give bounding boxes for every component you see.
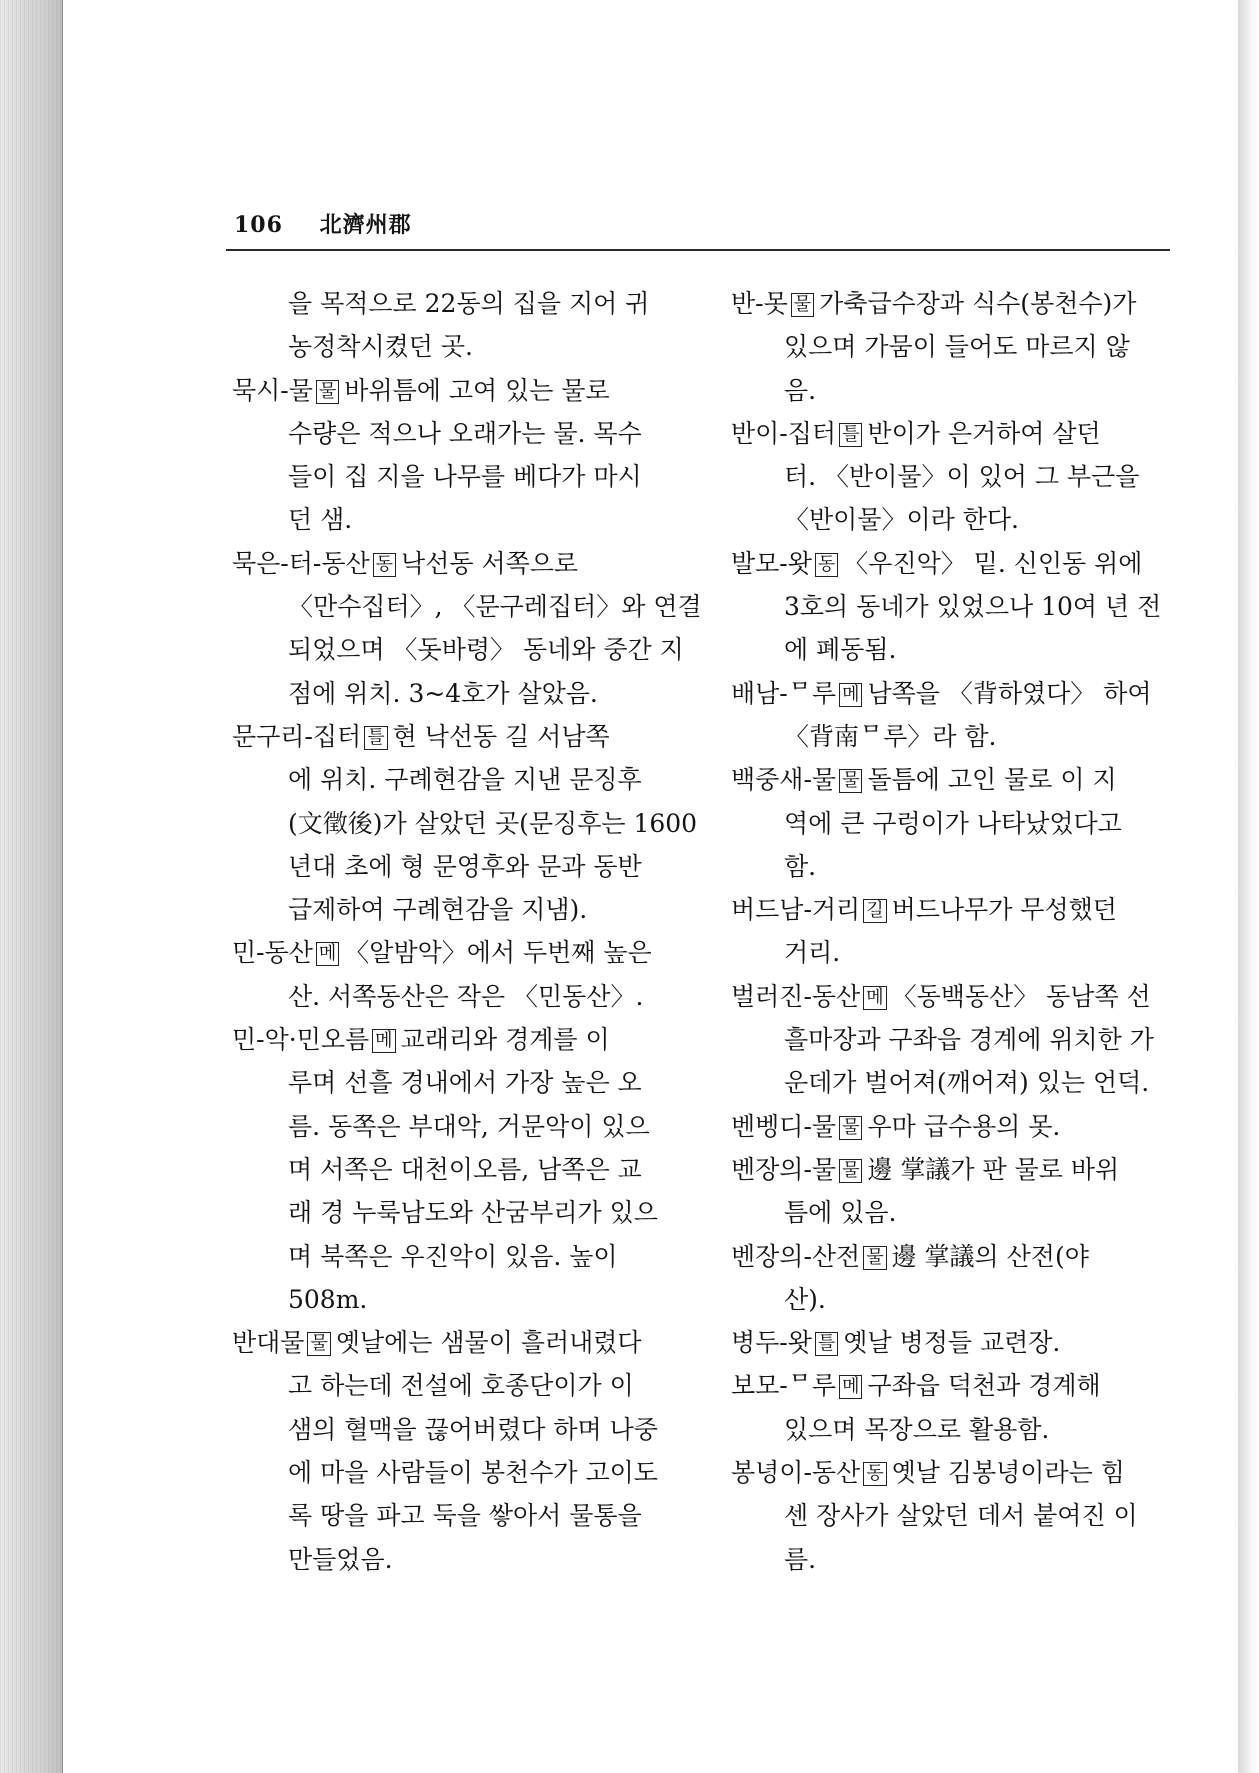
entry-continuation-line bbox=[731, 369, 1171, 412]
category-mark: 물 bbox=[863, 1246, 886, 1270]
entry-text: (文徵後)가 살았던 곳(문징후는 1600 bbox=[288, 808, 698, 838]
entry-text: 래 경 누룩남도와 산굼부리가 있으 bbox=[288, 1198, 658, 1228]
book-page-edge-lines bbox=[0, 0, 62, 1773]
category-mark: 메 bbox=[372, 1029, 395, 1053]
entry-text: 되었으며 〈돗바령〉 동네와 중간 지 bbox=[288, 635, 684, 665]
entry-continuation-line bbox=[232, 758, 682, 801]
entry-text: 邊 掌議가 판 물로 바위 bbox=[867, 1154, 1120, 1184]
entry-text: 〈알밤악〉에서 두번째 높은 bbox=[344, 938, 652, 968]
entry-text: 〈반이물〉이라 한다. bbox=[784, 505, 1019, 535]
entry-continuation-line bbox=[731, 715, 1171, 758]
entry-continuation-line bbox=[232, 498, 682, 541]
entry-continuation-line bbox=[232, 455, 682, 498]
entry-text: 던 샘. bbox=[288, 505, 353, 535]
entry-term: 반대물 bbox=[232, 1328, 305, 1358]
entry-continuation-line bbox=[232, 802, 698, 845]
category-mark: 메 bbox=[839, 1375, 862, 1399]
entry-text: 음. bbox=[784, 375, 817, 405]
entry-text: 급제하여 구례현감을 지냄). bbox=[288, 895, 588, 925]
entry-term: 백중새-물 bbox=[731, 765, 837, 795]
page-shadow bbox=[1238, 0, 1259, 1773]
entry-continuation-line bbox=[232, 1408, 682, 1451]
right-column bbox=[731, 282, 1171, 1581]
entry-line bbox=[731, 282, 1171, 325]
entry-term: 묵시-물 bbox=[232, 375, 313, 405]
entry-text: 우마 급수용의 못. bbox=[867, 1111, 1061, 1141]
entry-term: 발모-왓 bbox=[731, 548, 812, 578]
entry-term: 벤장의-물 bbox=[731, 1154, 837, 1184]
entry-term: 반-못 bbox=[731, 289, 788, 318]
entry-continuation-line bbox=[232, 975, 682, 1018]
entry-continuation-line bbox=[232, 628, 682, 671]
category-mark: 동 bbox=[815, 553, 838, 577]
entry-text: 3호의 동네가 있었으나 10여 년 전 bbox=[784, 592, 1162, 622]
category-mark: 메 bbox=[839, 683, 862, 707]
entry-continuation-line bbox=[731, 455, 1171, 498]
entry-continuation-line bbox=[232, 1191, 682, 1234]
entry-term: 벤장의-산전 bbox=[731, 1241, 861, 1271]
entry-continuation-line bbox=[731, 1538, 1171, 1581]
entry-line bbox=[731, 758, 1171, 801]
entry-text: 邊 掌議의 산전(야 bbox=[891, 1241, 1089, 1271]
entry-text: 옛날 김봉녕이라는 힘 bbox=[891, 1458, 1125, 1488]
entry-continuation-line bbox=[232, 1494, 682, 1537]
entry-line bbox=[731, 1364, 1171, 1407]
entry-continuation-line bbox=[232, 1105, 682, 1148]
entry-text: 〈만수집터〉, 〈문구레집터〉와 연결 bbox=[288, 592, 702, 622]
entry-line bbox=[731, 412, 1171, 455]
entry-text: 바위틈에 고여 있는 물로 bbox=[344, 375, 610, 405]
entry-line bbox=[232, 931, 682, 974]
entry-line bbox=[731, 1148, 1171, 1191]
entry-continuation-line bbox=[232, 672, 682, 715]
entry-text: 에 마을 사람들이 봉천수가 고이도 bbox=[288, 1458, 658, 1488]
entry-continuation-line bbox=[731, 1494, 1171, 1537]
entry-line bbox=[731, 672, 1171, 715]
category-mark: 물 bbox=[316, 380, 339, 404]
entry-line bbox=[232, 1321, 682, 1364]
entry-term: 반이-집터 bbox=[731, 418, 837, 448]
header-rule bbox=[226, 249, 1170, 251]
entry-text: 틈에 있음. bbox=[784, 1198, 897, 1228]
entry-continuation-line bbox=[731, 585, 1171, 628]
left-column bbox=[232, 282, 702, 1581]
entry-term: 버드남-거리 bbox=[731, 895, 861, 925]
category-mark: 메 bbox=[863, 986, 886, 1010]
entry-text: 교래리와 경계를 이 bbox=[400, 1025, 610, 1055]
entry-term: 보모-ᄆ루 bbox=[731, 1371, 837, 1401]
entry-continuation-line bbox=[232, 585, 702, 628]
entry-continuation-line bbox=[731, 325, 1171, 368]
entry-line bbox=[232, 369, 682, 412]
entry-line bbox=[731, 975, 1171, 1018]
entry-continuation-line bbox=[232, 845, 682, 888]
entry-text: 흘마장과 구좌읍 경계에 위치한 가 bbox=[784, 1025, 1154, 1055]
entry-text: 센 장사가 살았던 데서 붙여진 이 bbox=[784, 1501, 1138, 1531]
entry-term: 민-악·민오름 bbox=[232, 1025, 370, 1055]
entry-text: 가축급수장과 식수(봉천수)가 bbox=[819, 289, 1137, 318]
entry-continuation-line bbox=[731, 931, 1171, 974]
entry-line bbox=[731, 1321, 1171, 1364]
entry-text: 있으며 목장으로 활용함. bbox=[784, 1414, 1050, 1444]
entry-text: 산). bbox=[784, 1284, 826, 1314]
entry-term: 벤벵디-물 bbox=[731, 1111, 837, 1141]
entry-text: 508m. bbox=[288, 1284, 368, 1314]
running-header bbox=[234, 208, 412, 248]
entry-continuation-line bbox=[232, 282, 682, 325]
category-mark: 메 bbox=[316, 942, 339, 966]
category-mark: 동 bbox=[373, 553, 396, 577]
entry-text: 〈背南ᄆ루〉라 함. bbox=[784, 721, 997, 751]
page-number: 106 bbox=[234, 212, 283, 238]
entry-text: 있으며 가뭄이 들어도 마르지 않 bbox=[784, 332, 1130, 362]
entry-text: 만들었음. bbox=[288, 1544, 393, 1574]
entry-term: 병두-왓 bbox=[731, 1328, 812, 1358]
entry-text: 고 하는데 전설에 호종단이가 이 bbox=[288, 1371, 634, 1401]
entry-text: 터. 〈반이물〉이 있어 그 부근을 bbox=[784, 462, 1140, 492]
entry-text: 름. bbox=[784, 1544, 817, 1574]
entry-text: 〈우진악〉 밑. 신인동 위에 bbox=[843, 548, 1143, 578]
entry-text: 루며 선흘 경내에서 가장 높은 오 bbox=[288, 1068, 642, 1098]
entry-text: 며 북쪽은 우진악이 있음. 높이 bbox=[288, 1241, 618, 1271]
entry-text: 들이 집 지을 나무를 베다가 마시 bbox=[288, 462, 642, 492]
entry-line bbox=[731, 1105, 1171, 1148]
entry-text: 〈동백동산〉 동남쪽 선 bbox=[891, 981, 1151, 1011]
entry-continuation-line bbox=[731, 1191, 1171, 1234]
entry-text: 을 목적으로 22동의 집을 지어 귀 bbox=[288, 289, 650, 318]
entry-continuation-line bbox=[232, 1364, 682, 1407]
entry-text: 산. 서쪽동산은 작은 〈민동산〉. bbox=[288, 981, 644, 1011]
category-mark: 물 bbox=[307, 1332, 330, 1356]
entry-continuation-line bbox=[232, 1061, 682, 1104]
entry-continuation-line bbox=[232, 1451, 682, 1494]
entry-continuation-line bbox=[731, 628, 1171, 671]
entry-term: 문구리-집터 bbox=[232, 721, 362, 751]
category-mark: 길 bbox=[863, 899, 886, 923]
entry-text: 버드나무가 무성했던 bbox=[891, 895, 1117, 925]
category-mark: 물 bbox=[839, 1116, 862, 1140]
entry-continuation-line bbox=[731, 1061, 1171, 1104]
entry-term: 봉녕이-동산 bbox=[731, 1458, 861, 1488]
entry-continuation-line bbox=[731, 1018, 1171, 1061]
entry-term: 묵은-터-동산 bbox=[232, 548, 370, 578]
entry-text: 현 낙선동 길 서남쪽 bbox=[392, 721, 610, 751]
entry-continuation-line bbox=[731, 498, 1171, 541]
entry-text: 돌틈에 고인 물로 이 지 bbox=[867, 765, 1117, 795]
entry-text: 낙선동 서쪽으로 bbox=[401, 548, 579, 578]
entry-text: 남쪽을 〈背하였다〉 하여 bbox=[867, 678, 1152, 708]
category-mark: 틀 bbox=[364, 726, 387, 750]
entry-text: 수량은 적으나 오래가는 물. 목수 bbox=[288, 418, 642, 448]
entry-text: 년대 초에 형 문영후와 문과 동반 bbox=[288, 851, 642, 881]
entry-term: 배남-ᄆ루 bbox=[731, 678, 837, 708]
entry-text: 농정착시켰던 곳. bbox=[288, 332, 473, 362]
category-mark: 물 bbox=[839, 769, 862, 793]
category-mark: 물 bbox=[791, 293, 814, 317]
entry-line bbox=[731, 1235, 1171, 1278]
entry-text: 록 땅을 파고 둑을 쌓아서 물통을 bbox=[288, 1501, 642, 1531]
entry-text: 점에 위치. 3~4호가 살았음. bbox=[288, 678, 598, 708]
category-mark: 틀 bbox=[815, 1332, 838, 1356]
entry-continuation-line bbox=[731, 845, 1171, 888]
entry-line bbox=[731, 1451, 1171, 1494]
entry-line bbox=[232, 715, 682, 758]
entry-text: 거리. bbox=[784, 938, 841, 968]
entry-term: 민-동산 bbox=[232, 938, 313, 968]
entry-line bbox=[232, 1018, 682, 1061]
category-mark: 틀 bbox=[839, 423, 862, 447]
entry-continuation-line bbox=[731, 1278, 1171, 1321]
book-title: 北濟州郡 bbox=[319, 212, 412, 238]
entry-line bbox=[731, 888, 1171, 931]
entry-continuation-line bbox=[232, 888, 682, 931]
entry-text: 운데가 벌어져(깨어져) 있는 언덕. bbox=[784, 1068, 1150, 1098]
entry-line bbox=[232, 542, 682, 585]
entry-text: 며 서쪽은 대천이오름, 남쪽은 교 bbox=[288, 1154, 642, 1184]
entry-continuation-line bbox=[232, 1235, 682, 1278]
entry-text: 옛날에는 샘물이 흘러내렸다 bbox=[335, 1328, 642, 1358]
entry-text: 샘의 혈맥을 끊어버렸다 하며 나중 bbox=[288, 1414, 658, 1444]
entry-term: 벌러진-동산 bbox=[731, 981, 861, 1011]
entry-line bbox=[731, 542, 1171, 585]
entry-text: 에 위치. 구례현감을 지낸 문징후 bbox=[288, 765, 642, 795]
entry-text: 름. 동쪽은 부대악, 거문악이 있으 bbox=[288, 1111, 650, 1141]
entry-text: 옛날 병정들 교련장. bbox=[843, 1328, 1061, 1358]
entry-text: 역에 큰 구렁이가 나타났었다고 bbox=[784, 808, 1122, 838]
entry-continuation-line bbox=[232, 1538, 682, 1581]
entry-continuation-line bbox=[232, 1148, 682, 1191]
entry-text: 함. bbox=[784, 851, 817, 881]
entry-continuation-line bbox=[232, 325, 682, 368]
entry-continuation-line bbox=[731, 802, 1171, 845]
entry-continuation-line bbox=[232, 1278, 682, 1321]
entry-continuation-line bbox=[232, 412, 682, 455]
entry-continuation-line bbox=[731, 1408, 1171, 1451]
category-mark: 동 bbox=[863, 1462, 886, 1486]
category-mark: 물 bbox=[839, 1159, 862, 1183]
entry-text: 구좌읍 덕천과 경계해 bbox=[867, 1371, 1101, 1401]
entry-text: 반이가 은거하여 살던 bbox=[867, 418, 1101, 448]
entry-text: 에 폐동됨. bbox=[784, 635, 897, 665]
